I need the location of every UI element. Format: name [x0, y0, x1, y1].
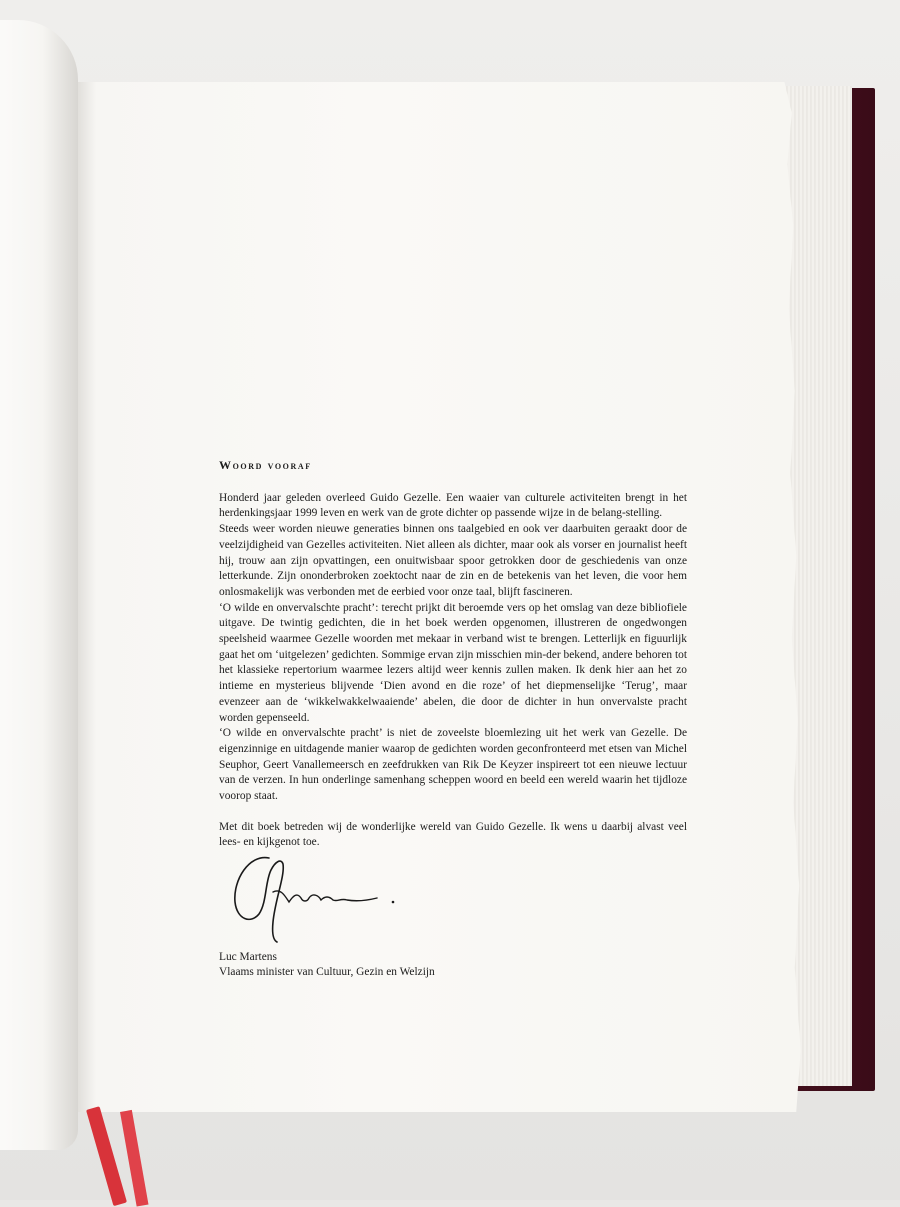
foreword-text-block [219, 458, 687, 851]
paragraph-1: Honderd jaar geleden overleed Guido Gezelle. Een waaier van culturele activiteiten brengt in het herdenkingsjaar 1999 leven en werk van de grote dichter op passende wijze in de belang-stelling. [219, 491, 687, 520]
signatory-name: Luc Martens [219, 951, 277, 963]
foreword-heading: Woord vooraf [219, 458, 312, 472]
paragraph-4: ‘O wilde en onvervalschte pracht’ is niet de zoveelste bloemlezing uit het werk van Gezelle. De eigenzinnige en uitdagende manier waarop de gedichten worden geconfronteerd met etsen van Michel Seuphor, Geert Vanallemeersch en zeefdrukken van Rik De Keyzer inspireert tot een nieuwe lectuur van de verzen. In hun onderlinge samenhang scheppen woord en beeld een wereld waarin het tijdloze voorop staat. [219, 727, 687, 803]
signatory-title: Vlaams minister van Cultuur, Gezin en Welzijn [219, 966, 435, 978]
paragraph-3: ‘O wilde en onvervalschte pracht’: terecht prijkt dit beroemde vers op het omslag van deze bibliofiele uitgave. De twintig gedichten, die in het boek werden opgenomen, illustreren de ongedwongen speelsheid waarmee Gezelle woorden met mekaar in verband wist te brengen. Letterlijk en figuurlijk gaat het om ‘uitgelezen’ gedichten. Sommige ervan zijn misschien min-der bekend, andere behoren tot het klassieke repertorium waarmee lezers altijd weer kennis zullen maken. Ik denk hier aan het zo intieme en mysterieus blijvende ‘Dien avond en die roze’ of het diepmenselijke ‘Terug’, maar evenzeer aan de ‘wikkelwakkelwaaiende’ abelen, die door de dichter in hun onvervalste pracht worden gepenseeld. [219, 601, 687, 724]
left-page-curl [0, 20, 78, 1150]
handwritten-signature-icon [229, 852, 404, 944]
paragraph-5: Met dit boek betreden wij de wonderlijke wereld van Guido Gezelle. Ik wens u daarbij alvast veel lees- en kijkgenot toe. [219, 820, 687, 849]
paragraph-2: Steeds weer worden nieuwe generaties binnen ons taalgebied en ook ver daarbuiten geraakt door de veelzijdigheid van Gezelles activiteiten. Niet alleen als dichter, maar ook als vorser en journalist heeft hij, trouw aan zijn opvattingen, een onuitwisbaar spoor getrokken door de geschiedenis van onze letterkunde. Zijn ononderbroken zoektocht naar de zin en de betekenis van het leven, die voor hem onlosmakelijk was verbonden met de eerbied voor onze taal, blijft fascineren. [219, 523, 687, 598]
